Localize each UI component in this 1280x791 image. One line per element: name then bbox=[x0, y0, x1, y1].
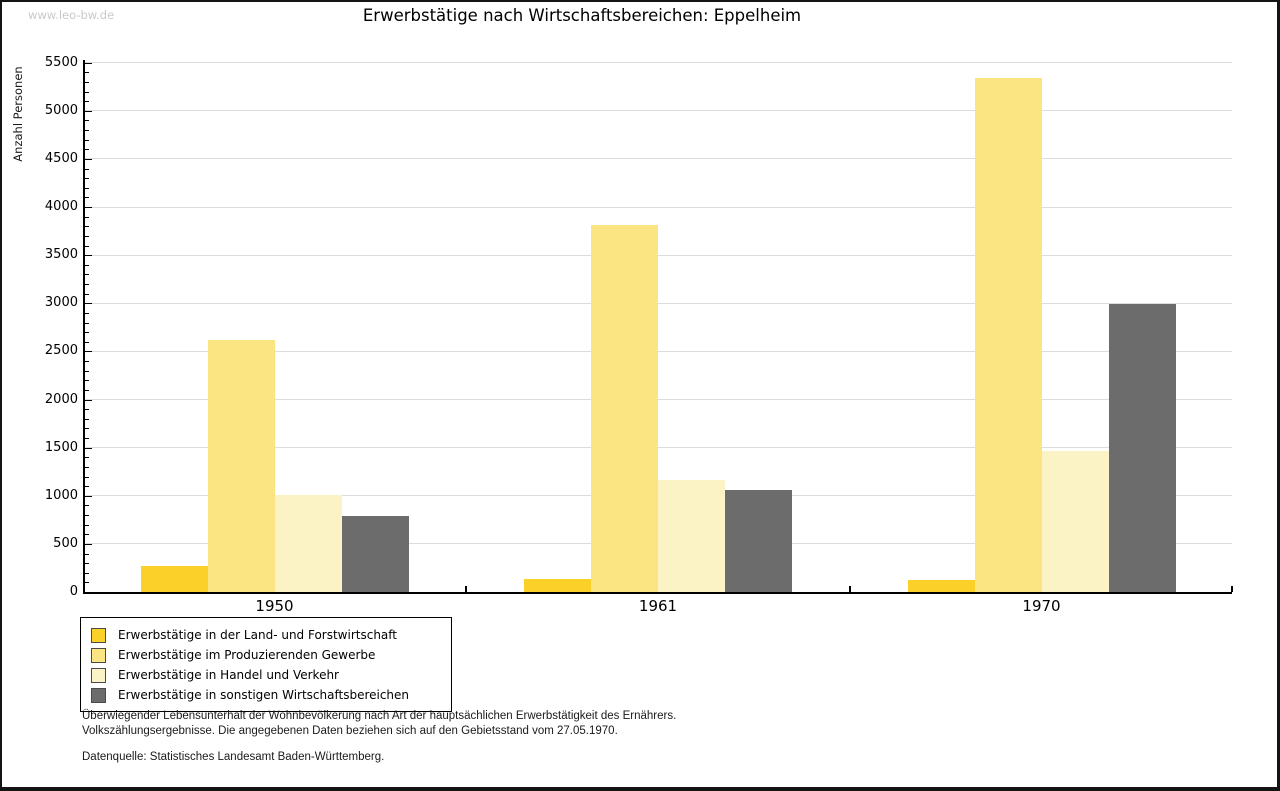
gridline bbox=[85, 303, 1232, 304]
y-tick-label: 5500 bbox=[44, 54, 78, 70]
gridline bbox=[85, 255, 1232, 256]
legend-swatch-icon bbox=[91, 668, 106, 683]
y-minor-tick bbox=[85, 188, 89, 189]
legend-item bbox=[91, 645, 451, 665]
y-major-tick bbox=[85, 544, 92, 545]
y-minor-tick bbox=[85, 92, 89, 93]
bar-1970-series3 bbox=[1042, 451, 1109, 592]
y-minor-tick bbox=[85, 140, 89, 141]
site-watermark: www.leo-bw.de bbox=[28, 8, 115, 22]
gridline bbox=[85, 62, 1232, 63]
y-minor-tick bbox=[85, 197, 89, 198]
data-source-line: Datenquelle: Statistisches Landesamt Baden-Württemberg. bbox=[82, 751, 385, 763]
y-minor-tick bbox=[85, 236, 89, 237]
legend-item bbox=[91, 665, 451, 685]
y-minor-tick bbox=[85, 169, 89, 170]
y-minor-tick bbox=[85, 178, 89, 179]
y-minor-tick bbox=[85, 409, 89, 410]
y-tick-label: 3000 bbox=[44, 295, 78, 311]
y-minor-tick bbox=[85, 246, 89, 247]
y-minor-tick bbox=[85, 274, 89, 275]
x-axis-tick bbox=[465, 586, 467, 592]
y-minor-tick bbox=[85, 505, 89, 506]
gridline bbox=[85, 207, 1232, 208]
y-minor-tick bbox=[85, 419, 89, 420]
y-major-tick bbox=[85, 159, 92, 160]
gridline bbox=[85, 158, 1232, 159]
footer-note-line: Überwiegender Lebensunterhalt der Wohnbevölkerung nach Art der hauptsächlichen Erwerbstätigkeit des Ernährers. bbox=[82, 710, 677, 722]
legend-label: Erwerbstätige im Produzierenden Gewerbe bbox=[118, 648, 376, 662]
y-minor-tick bbox=[85, 534, 89, 535]
y-minor-tick bbox=[85, 467, 89, 468]
y-minor-tick bbox=[85, 582, 89, 583]
y-minor-tick bbox=[85, 563, 89, 564]
y-tick-label: 2500 bbox=[44, 343, 78, 359]
y-axis-title: Anzahl Personen bbox=[11, 66, 25, 162]
bar-1961-series3 bbox=[658, 480, 725, 592]
x-tick-label: 1970 bbox=[1022, 597, 1061, 615]
y-minor-tick bbox=[85, 554, 89, 555]
bar-1950-series3 bbox=[275, 495, 342, 592]
legend-label: Erwerbstätige in der Land- und Forstwirtschaft bbox=[118, 628, 397, 642]
bar-1950-series2 bbox=[208, 340, 275, 592]
y-minor-tick bbox=[85, 573, 89, 574]
x-axis-line bbox=[83, 592, 1232, 594]
y-minor-tick bbox=[85, 313, 89, 314]
y-minor-tick bbox=[85, 438, 89, 439]
y-tick-label: 4500 bbox=[44, 150, 78, 166]
y-minor-tick bbox=[85, 226, 89, 227]
y-major-tick bbox=[85, 448, 92, 449]
x-axis-tick bbox=[1231, 586, 1233, 592]
y-minor-tick bbox=[85, 486, 89, 487]
y-major-tick bbox=[85, 207, 92, 208]
y-tick-label: 1000 bbox=[44, 487, 78, 503]
chart-title: Erwerbstätige nach Wirtschaftsbereichen: Eppelheim bbox=[362, 6, 802, 25]
y-minor-tick bbox=[85, 130, 89, 131]
y-minor-tick bbox=[85, 120, 89, 121]
y-minor-tick bbox=[85, 72, 89, 73]
footer-note-line: Volkszählungsergebnisse. Die angegebenen Daten beziehen sich auf den Gebietsstand vom 27.05.1970. bbox=[82, 724, 618, 737]
y-major-tick bbox=[85, 496, 92, 497]
bar-1950-series1 bbox=[141, 566, 208, 592]
y-minor-tick bbox=[85, 149, 89, 150]
y-minor-tick bbox=[85, 284, 89, 285]
x-tick-label: 1950 bbox=[255, 597, 294, 615]
y-minor-tick bbox=[85, 101, 89, 102]
y-minor-tick bbox=[85, 428, 89, 429]
legend-item bbox=[91, 685, 451, 705]
legend-swatch-icon bbox=[91, 628, 106, 643]
y-tick-label: 0 bbox=[69, 584, 78, 599]
y-minor-tick bbox=[85, 294, 89, 295]
x-axis-tick bbox=[849, 586, 851, 592]
y-minor-tick bbox=[85, 82, 89, 83]
y-minor-tick bbox=[85, 515, 89, 516]
legend-label: Erwerbstätige in Handel und Verkehr bbox=[118, 668, 339, 682]
y-minor-tick bbox=[85, 332, 89, 333]
y-tick-label: 4000 bbox=[44, 199, 78, 215]
y-tick-label: 1500 bbox=[44, 439, 78, 455]
y-major-tick bbox=[85, 255, 92, 256]
x-tick-label: 1961 bbox=[638, 597, 678, 615]
y-major-tick bbox=[85, 351, 92, 352]
bar-1970-series4 bbox=[1109, 304, 1176, 592]
y-minor-tick bbox=[85, 371, 89, 372]
legend-swatch-icon bbox=[91, 648, 106, 663]
y-minor-tick bbox=[85, 457, 89, 458]
bar-1970-series1 bbox=[908, 580, 975, 592]
legend-swatch-icon bbox=[91, 688, 106, 703]
gridline bbox=[85, 110, 1232, 111]
bar-1961-series4 bbox=[725, 490, 792, 592]
y-tick-label: 3500 bbox=[44, 247, 78, 263]
y-major-tick bbox=[85, 303, 92, 304]
y-minor-tick bbox=[85, 525, 89, 526]
footer-notes bbox=[82, 709, 676, 765]
bar-1961-series2 bbox=[591, 225, 658, 592]
y-minor-tick bbox=[85, 477, 89, 478]
y-major-tick bbox=[85, 400, 92, 401]
y-tick-label: 5000 bbox=[44, 102, 78, 118]
y-tick-label: 500 bbox=[53, 535, 78, 551]
legend-item bbox=[91, 625, 451, 645]
chart-legend bbox=[80, 617, 452, 712]
bar-1950-series4 bbox=[342, 516, 409, 592]
bar-1970-series2 bbox=[975, 78, 1042, 592]
y-minor-tick bbox=[85, 380, 89, 381]
bar-1961-series1 bbox=[524, 579, 591, 592]
bar-chart bbox=[2, 2, 1280, 614]
y-minor-tick bbox=[85, 342, 89, 343]
y-minor-tick bbox=[85, 323, 89, 324]
y-major-tick bbox=[85, 111, 92, 112]
y-minor-tick bbox=[85, 390, 89, 391]
legend-label: Erwerbstätige in sonstigen Wirtschaftsbereichen bbox=[118, 688, 410, 702]
y-minor-tick bbox=[85, 361, 89, 362]
y-major-tick bbox=[85, 63, 92, 64]
y-minor-tick bbox=[85, 217, 89, 218]
y-minor-tick bbox=[85, 265, 89, 266]
y-tick-label: 2000 bbox=[44, 391, 78, 407]
